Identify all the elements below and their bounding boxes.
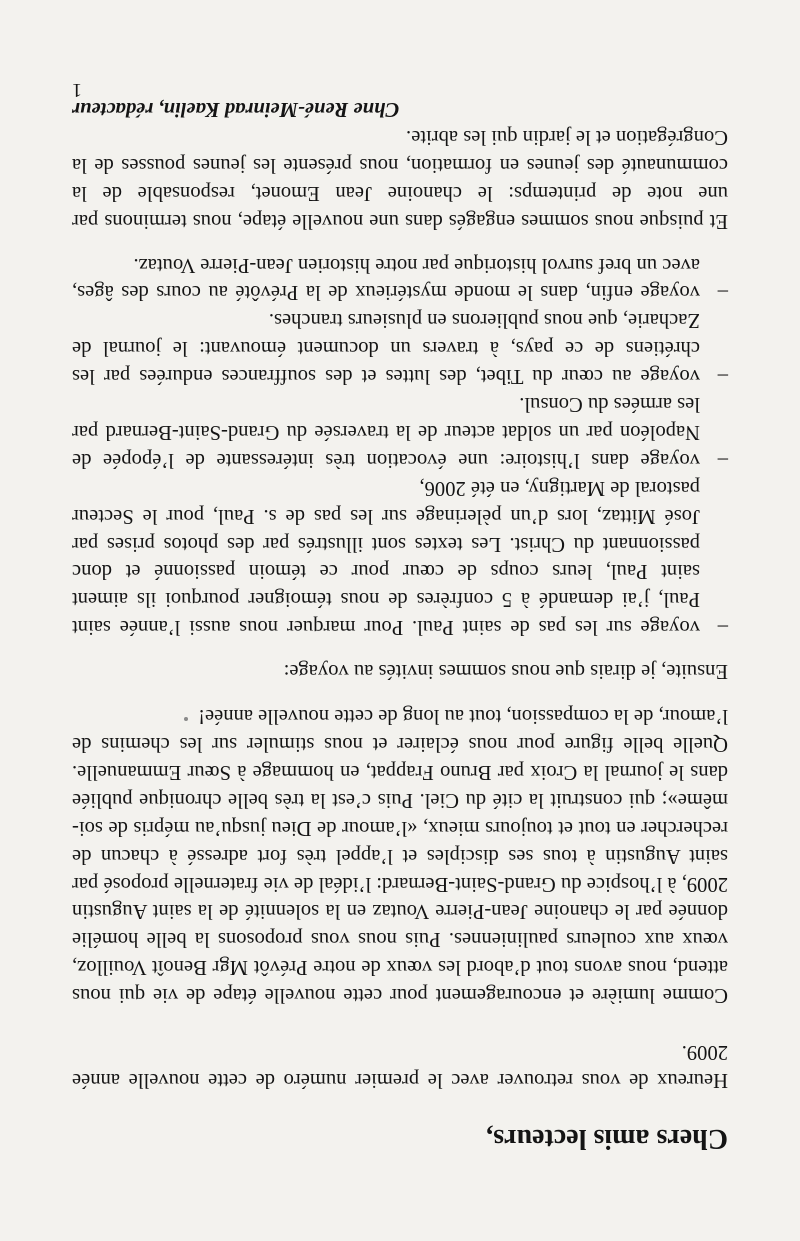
page-title: Chers amis lecteurs, [486,1123,728,1154]
signature: Chne René-Meinrad Kaelin, rédacteur [72,98,400,120]
list-item [72,473,728,640]
page-number: 1 [72,79,82,101]
body-paragraph-3: Et puisque nous sommes engagés dans une nouvelle étape, nous terminons par une note de printemps: le chanoine Jean Emonet, responsable de la communauté des jeunes en formation, nous présente les jeunes pousses de la Congrégation et le jardin qui les abrite. [72,125,728,232]
list-item-text: voyage sur les pas de saint Paul. Pour marquer nous aussi l’année saint Paul, j’ai demandé à 5 confrères de nous témoigner pourquoi ils aiment saint Paul, leurs coups de cœur pour ce témoin passionné et donc passionnant du Christ. Les textes sont illustrés par des photos prises par José Mittaz, lors d’un pèlerinage sur les pas de s. Paul, pour le Secteur pastoral de Martigny, en été 2006, [72,476,700,639]
scan-speck [184,717,188,721]
voyage-list [72,250,728,641]
list-item [72,305,728,389]
body-paragraph-1: Comme lumière et encouragement pour cette nouvelle étape de vie qui nous attend, nous avons tout d’abord les vœux de notre Prévôt Mgr Benoît Vouilloz, vœux aux couleurs pauliniennes. Puis nous vous proposons la belle homélie donnée par le chanoine Jean-Pierre Voutaz en la solennité de la saint Augustin 2009, à l’hospice du Grand-Saint-Bernard: l’idéal de vie fraternelle proposé par saint Augustin à tous ses disciples et l’appel très fort adressé à chacun de rechercher en tout et toujours mieux, «l’amour de Dieu jusqu’au mépris de soi-même»; qui construit la cité du Ciel. Puis c’est la très belle chronique publiée dans le journal la Croix par Bruno Frappat, en hommage à Sœur Emmanuelle. Quelle belle figure pour nous éclairer et nous stimuler sur les chemins de l’amour, de la compassion, tout au long de cette nouvelle année! [72,705,728,1007]
list-item-text: voyage dans l’histoire: une évocation très intéressante de l’épopée de Napoléon par un soldat acteur de la traversée du Grand-Saint-Bernard par les armées du Consul. [72,393,700,471]
list-dash: – [717,281,728,304]
list-dash: – [717,616,728,639]
list-dash: – [717,365,728,388]
intro-paragraph: Heureux de vous retrouver avec le premier numéro de cette nouvelle année 2009. [72,1041,728,1091]
page-body [72,94,728,1155]
paragraph-gap [72,234,728,250]
paragraph-gap [72,640,728,656]
paragraph-gap [72,684,728,700]
list-dash: – [717,448,728,471]
list-item-text: voyage enfin, dans le monde mystérieux de la Prévôté au cours des âges, avec un bref survol historique par notre historien Jean-Pierre Voutaz. [72,253,700,304]
body-paragraph-2: Ensuite, je dirais que nous sommes invités au voyage: [283,660,728,683]
list-item [72,250,728,306]
list-item [72,389,728,473]
list-item-text: voyage au cœur du Tibet, des luttes et des souffrances endurées par les chrétiens de ce pays, à travers un document émouvant: le journal de Zacharie, que nous publierons en plusieurs tranches. [72,309,700,388]
